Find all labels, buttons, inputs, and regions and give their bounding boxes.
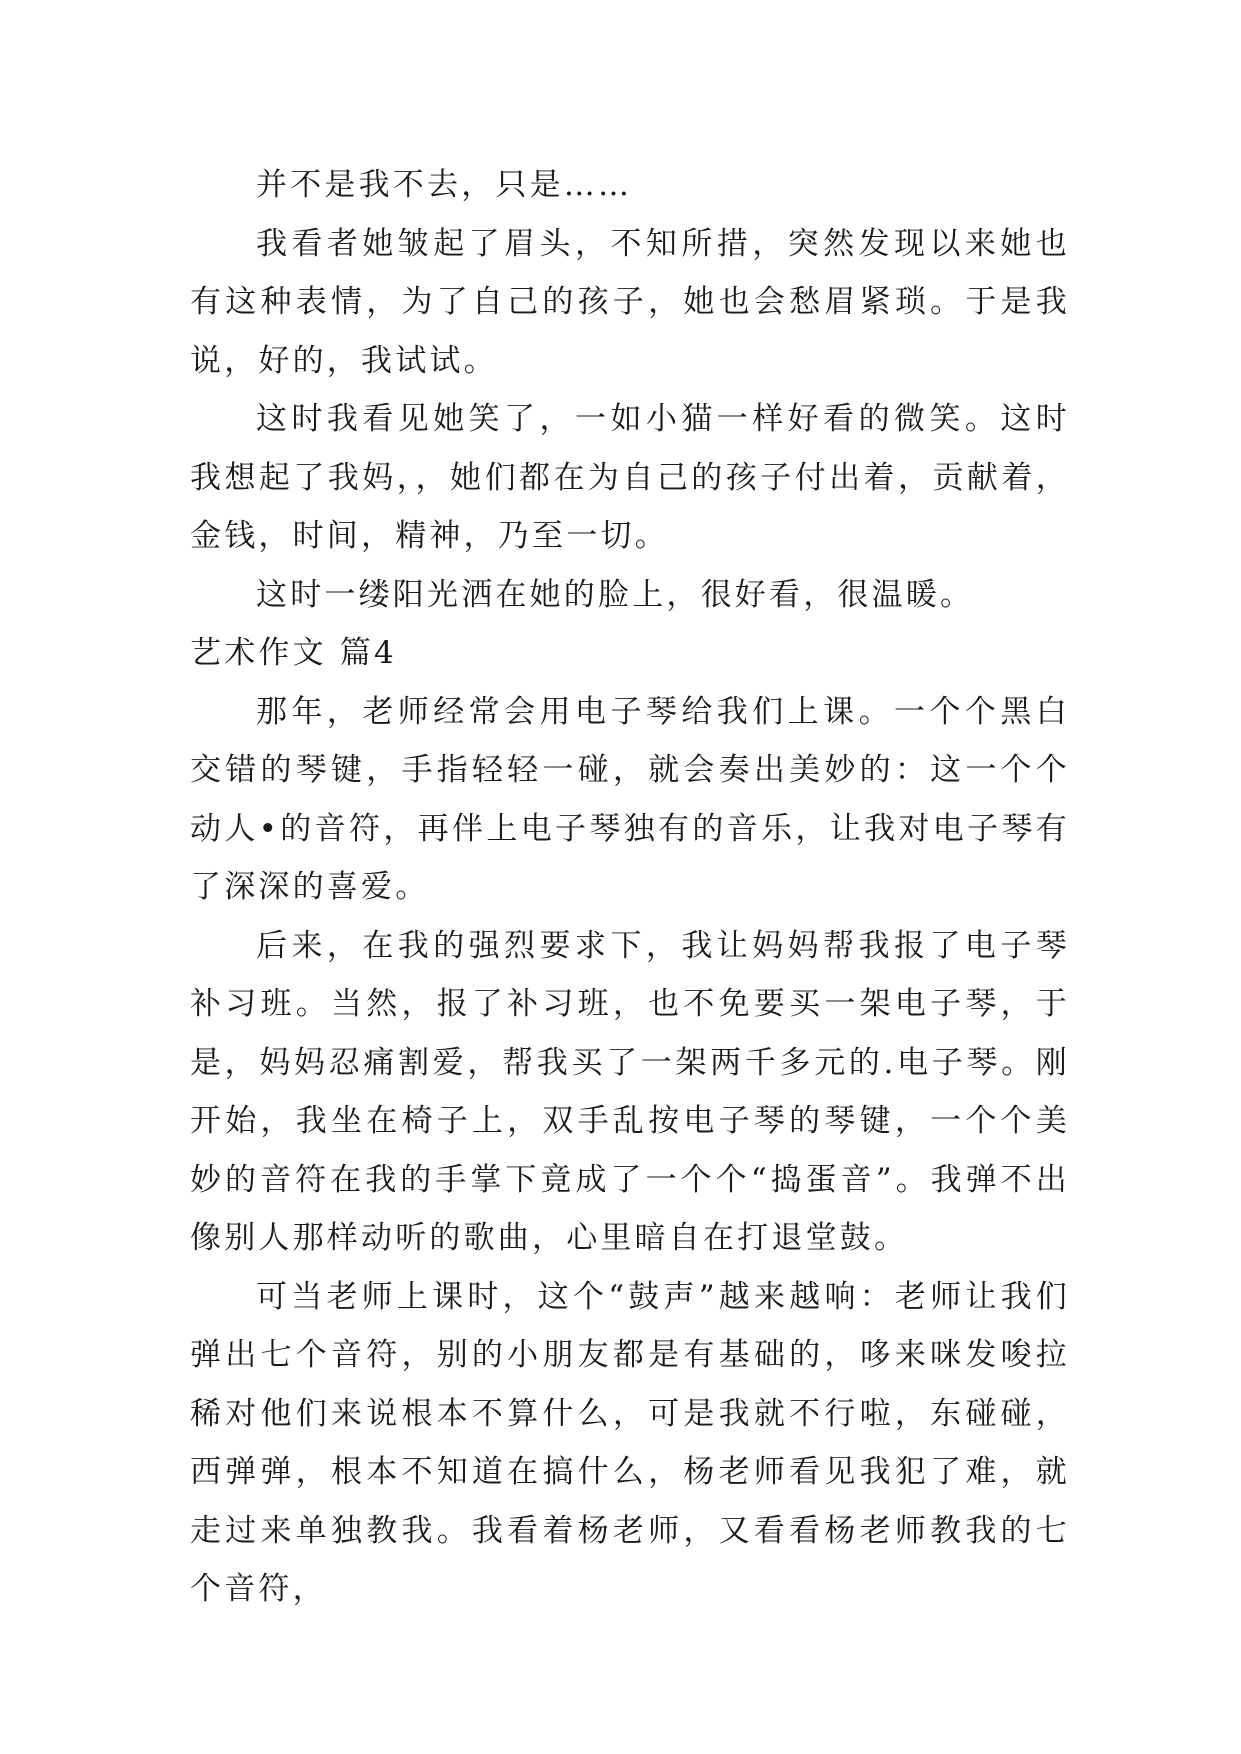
paragraph: 我看者她皱起了眉头，不知所措，突然发现以来她也有这种表情，为了自己的孩子，她也会愁眉紧琐。于是我说，好的，我试试。 [190, 225, 1070, 379]
section-heading: 艺术作文 篇4 [190, 635, 397, 671]
document-page [190, 156, 1070, 1619]
paragraph: 后来，在我的强烈要求下，我让妈妈帮我报了电子琴补习班。当然，报了补习班，也不免要买一架电子琴，于是，妈妈忍痛割爱，帮我买了一架两千多元的.电子琴。刚开始，我坐在椅子上，双手乱按电子琴的琴键，一个个美妙的音符在我的手掌下竟成了一个个“捣蛋音”。我弹不出像别人那样动听的歌曲，心里暗自在打退堂鼓。 [190, 927, 1070, 1256]
paragraph: 并不是我不去，只是…… [256, 167, 633, 203]
paragraph: 那年，老师经常会用电子琴给我们上课。一个个黑白交错的琴键，手指轻轻一碰，就会奏出美妙的：这一个个动人•的音符，再伴上电子琴独有的音乐，让我对电子琴有了深深的喜爱。 [190, 693, 1070, 905]
paragraph: 这时一缕阳光洒在她的脸上，很好看，很温暖。 [256, 576, 975, 613]
paragraph: 可当老师上课时，这个“鼓声”越来越响：老师让我们弹出七个音符，别的小朋友都是有基础的，哆来咪发唆拉稀对他们来说根本不算什么，可是我就不行啦，东碰碰，西弹弹，根本不知道在搞什么，杨老师看见我犯了难，就走过来单独教我。我看着杨老师，又看看杨老师教我的七个音符， [190, 1278, 1070, 1607]
paragraph: 这时我看见她笑了，一如小猫一样好看的微笑。这时我想起了我妈，，她们都在为自己的孩子付出着，贡献着，金钱，时间，精神，乃至一切。 [190, 401, 1070, 554]
